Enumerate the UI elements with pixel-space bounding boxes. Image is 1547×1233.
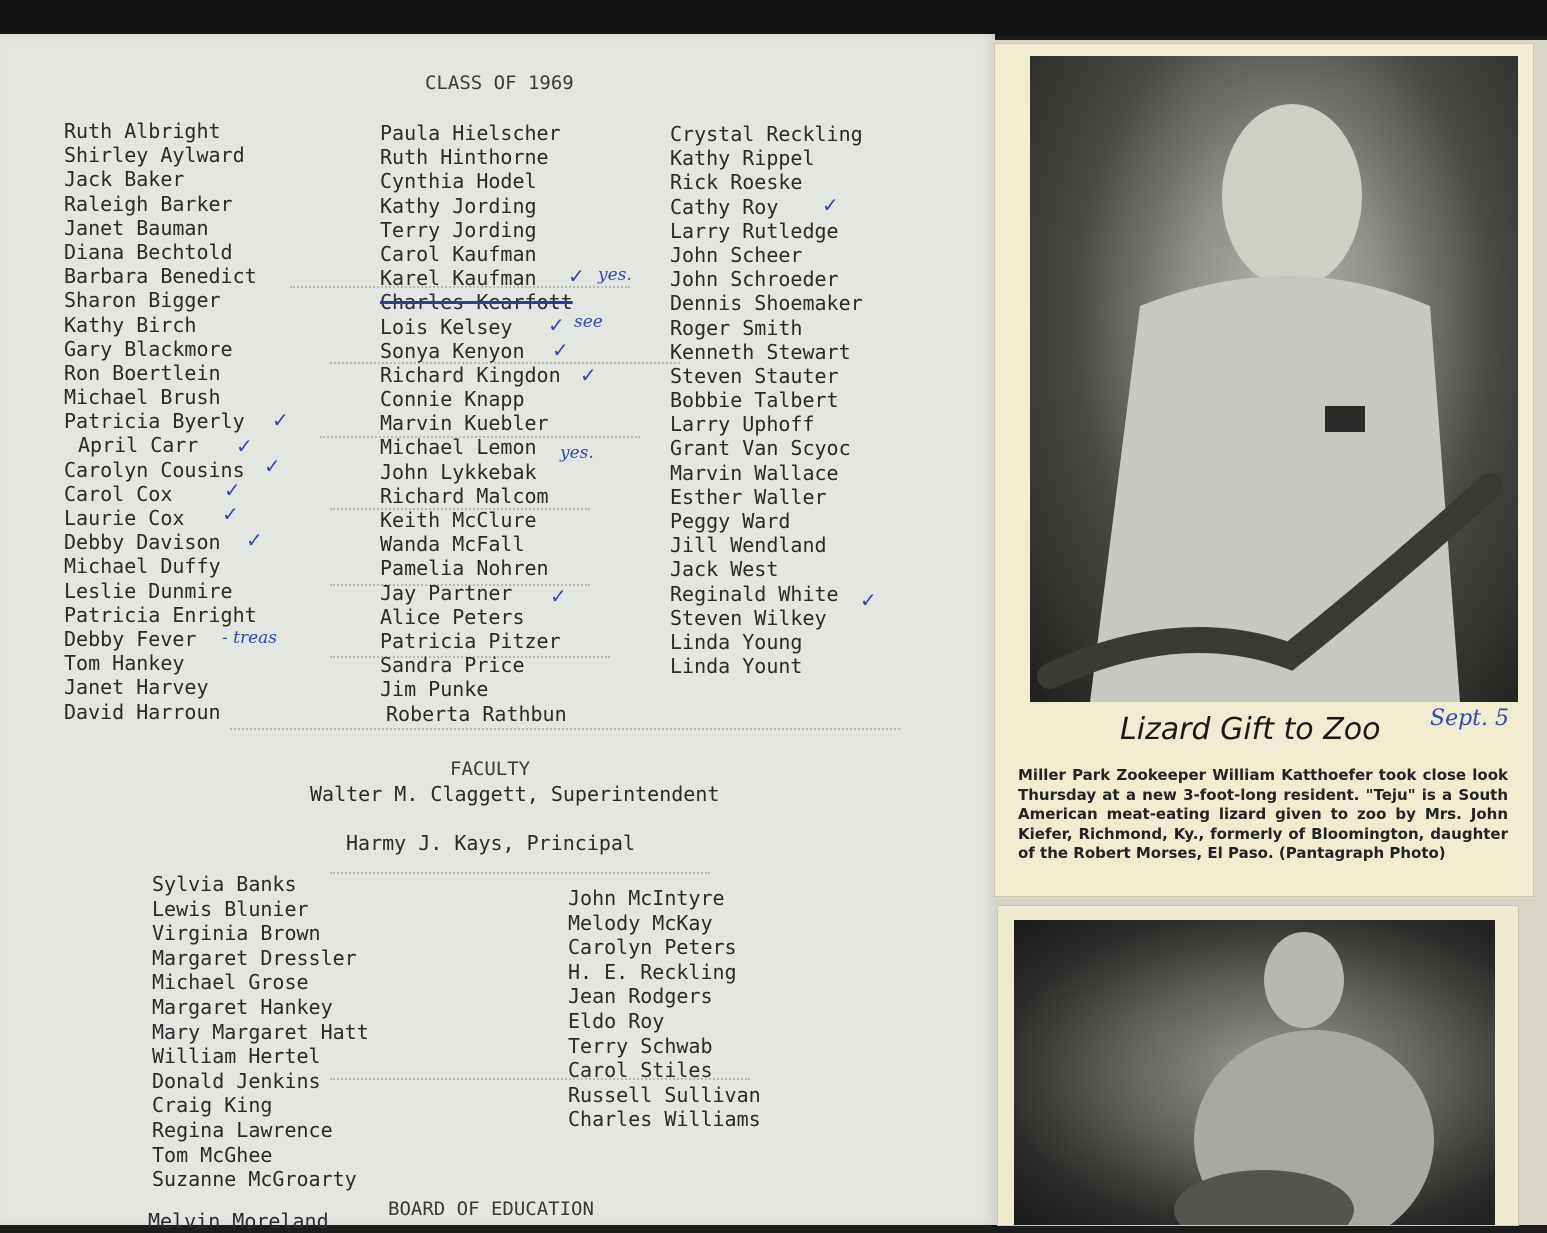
graduate-name: Steven Stauter bbox=[670, 363, 839, 388]
graduate-name: Patricia Enright bbox=[64, 602, 257, 627]
faculty-name: Regina Lawrence bbox=[152, 1117, 333, 1142]
photo2-silhouette bbox=[1014, 920, 1495, 1225]
faculty-name: Margaret Dressler bbox=[152, 945, 357, 970]
check-mark: ✓ bbox=[548, 313, 565, 337]
faculty-name: Terry Schwab bbox=[568, 1033, 713, 1058]
check-mark: ✓ bbox=[264, 454, 281, 478]
handwritten-date-note: Sept. 5 bbox=[1430, 706, 1509, 731]
graduate-name: Marvin Wallace bbox=[670, 460, 839, 485]
faculty-name: Tom McGhee bbox=[152, 1142, 273, 1167]
graduate-name: Jay Partner bbox=[380, 580, 513, 605]
graduate-name: Janet Bauman bbox=[64, 215, 209, 240]
graduate-name: Carol Cox bbox=[64, 481, 173, 506]
faculty-heading: FACULTY bbox=[450, 758, 531, 780]
graduate-name: Kathy Jording bbox=[380, 193, 537, 218]
graduate-name: Alice Peters bbox=[380, 604, 525, 629]
faculty-name: Mary Margaret Hatt bbox=[152, 1019, 369, 1044]
faculty-name: Craig King bbox=[152, 1093, 273, 1118]
graduate-name: Jack Baker bbox=[64, 167, 185, 192]
graduate-name: Pamelia Nohren bbox=[380, 556, 549, 581]
scan-top-edge bbox=[0, 0, 1547, 36]
graduate-name: Reginald White bbox=[670, 581, 839, 606]
faculty-name: Suzanne McGroarty bbox=[152, 1167, 357, 1192]
check-mark: ✓ bbox=[550, 584, 567, 608]
faculty-name: Margaret Hankey bbox=[152, 994, 333, 1019]
graduate-name: Paula Hielscher bbox=[380, 121, 561, 145]
faculty-name: Charles Williams bbox=[568, 1107, 761, 1132]
graduate-name: Ron Boertlein bbox=[64, 360, 221, 385]
clipping-caption: Miller Park Zookeeper William Katthoefer took close look Thursday at a new 3-foot-long resident. "Teju" is a South American meat-eating lizard given to zoo by Mrs. John Kiefer, Richmond, Ky., formerly of Bloomington, daughter of the Robert Morses, El Paso. (Pantagraph Photo) bbox=[1018, 766, 1508, 862]
check-mark: ✓ bbox=[222, 502, 239, 526]
graduate-name: Ruth Hinthorne bbox=[380, 145, 549, 170]
handwritten-yes-note: yes. bbox=[598, 265, 632, 285]
faculty-column-1 bbox=[152, 872, 369, 1192]
board-member-partial: Melvin Moreland bbox=[148, 1209, 329, 1233]
graduate-name: Gary Blackmore bbox=[64, 336, 233, 361]
graduate-name: Lois Kelsey bbox=[380, 314, 513, 339]
check-mark: ✓ bbox=[552, 338, 569, 362]
graduate-name: April Carr bbox=[78, 433, 199, 458]
graduate-name: Karel Kaufman bbox=[380, 266, 537, 291]
faculty-name: Michael Grose bbox=[152, 970, 309, 995]
graduate-name: Larry Uphoff bbox=[670, 412, 815, 437]
graduate-name: Debby Fever bbox=[64, 626, 197, 651]
graduate-name: Connie Knapp bbox=[380, 387, 525, 412]
graduate-name: Wanda McFall bbox=[380, 532, 525, 557]
handwritten-yes-note: yes. bbox=[560, 443, 594, 463]
graduate-name: Michael Brush bbox=[64, 385, 221, 410]
clipping-headline: Lizard Gift to Zoo bbox=[1120, 712, 1381, 747]
graduate-name: Jill Wendland bbox=[670, 533, 827, 558]
graduate-name: Shirley Aylward bbox=[64, 143, 245, 168]
faculty-name: Carol Stiles bbox=[568, 1058, 713, 1083]
head-shape bbox=[1222, 104, 1362, 288]
board-heading: BOARD OF EDUCATION bbox=[388, 1198, 594, 1220]
head-shape-2 bbox=[1264, 932, 1344, 1028]
graduate-name: Patricia Pitzer bbox=[380, 628, 561, 653]
graduate-name: Cathy Roy bbox=[670, 194, 779, 219]
graduate-name: David Harroun bbox=[64, 699, 221, 724]
graduate-name: Keith McClure bbox=[380, 508, 537, 532]
graduate-name: Roger Smith bbox=[670, 315, 803, 340]
class-heading: CLASS OF 1969 bbox=[425, 72, 574, 94]
graduate-name: Carol Kaufman bbox=[380, 241, 537, 266]
graduate-name: Patricia Byerly bbox=[64, 409, 245, 434]
graduate-name: Peggy Ward bbox=[670, 509, 791, 533]
faculty-name: H. E. Reckling bbox=[568, 959, 737, 984]
woman-with-turtle-photo bbox=[1014, 920, 1495, 1225]
handwritten-see-note: see bbox=[574, 312, 603, 332]
faculty-name: Eldo Roy bbox=[568, 1008, 665, 1033]
graduate-name: John Lykkebak bbox=[380, 459, 537, 484]
graduate-name: Sandra Price bbox=[380, 653, 525, 678]
graduate-name: Sharon Bigger bbox=[64, 288, 221, 313]
graduate-name: Linda Yount bbox=[670, 654, 803, 679]
graduate-name: Sonya Kenyon bbox=[380, 338, 525, 363]
check-mark: ✓ bbox=[246, 528, 263, 552]
graduate-name: Laurie Cox bbox=[64, 506, 185, 530]
graduate-name: Tom Hankey bbox=[64, 651, 185, 676]
graduate-name: Debby Davison bbox=[64, 530, 221, 555]
check-mark: ✓ bbox=[568, 264, 585, 288]
graduate-name: Michael Duffy bbox=[64, 554, 221, 579]
faculty-name: William Hertel bbox=[152, 1044, 321, 1069]
graduate-name: Larry Rutledge bbox=[670, 218, 839, 243]
faculty-column-2 bbox=[568, 886, 761, 1132]
check-mark: ✓ bbox=[580, 363, 597, 387]
graduate-name: Jim Punke bbox=[380, 677, 489, 702]
graduate-name: Diana Bechtold bbox=[64, 239, 233, 264]
graduate-name: Cynthia Hodel bbox=[380, 169, 537, 194]
graduate-name: Crystal Reckling bbox=[670, 122, 863, 146]
graduate-name: Kathy Birch bbox=[64, 312, 197, 337]
graduate-name: Steven Wilkey bbox=[670, 605, 827, 630]
graduate-name: Linda Young bbox=[670, 629, 803, 654]
handwritten-treas-note: - treas bbox=[222, 628, 278, 648]
graduate-name: Rick Roeske bbox=[670, 170, 803, 195]
graduate-name: Kathy Rippel bbox=[670, 146, 815, 171]
graduate-name: Janet Harvey bbox=[64, 675, 209, 700]
check-mark: ✓ bbox=[272, 408, 289, 432]
graduate-name: Dennis Shoemaker bbox=[670, 291, 863, 316]
dotted-leader bbox=[330, 872, 710, 874]
zookeeper-with-lizard-photo bbox=[1030, 56, 1518, 702]
faculty-name: Sylvia Banks bbox=[152, 872, 297, 896]
faculty-name: Russell Sullivan bbox=[568, 1082, 761, 1107]
faculty-name: Lewis Blunier bbox=[152, 896, 309, 921]
graduate-name: Terry Jording bbox=[380, 217, 537, 242]
check-mark: ✓ bbox=[236, 434, 253, 458]
graduate-name: Jack West bbox=[670, 557, 779, 582]
graduate-name: Ruth Albright bbox=[64, 119, 221, 143]
graduate-name-struck: Charles Kearfott bbox=[380, 290, 573, 315]
faculty-name: Melody McKay bbox=[568, 910, 713, 935]
graduate-name: Marvin Kuebler bbox=[380, 411, 549, 436]
graduate-name: Michael Lemon bbox=[380, 435, 537, 460]
graduate-name: Carolyn Cousins bbox=[64, 457, 245, 482]
graduate-name: Raleigh Barker bbox=[64, 191, 233, 216]
graduate-name: Barbara Benedict bbox=[64, 264, 257, 289]
graduate-name: John Schroeder bbox=[670, 267, 839, 292]
graduate-name: Bobbie Talbert bbox=[670, 388, 839, 413]
check-mark: ✓ bbox=[224, 478, 241, 502]
check-mark: ✓ bbox=[860, 588, 877, 612]
graduate-name: Leslie Dunmire bbox=[64, 578, 233, 603]
photo-silhouette bbox=[1030, 56, 1518, 702]
faculty-name: Jean Rodgers bbox=[568, 984, 713, 1009]
check-mark: ✓ bbox=[822, 193, 839, 217]
graduate-name: Richard Kingdon bbox=[380, 362, 561, 387]
graduate-name: Grant Van Scyoc bbox=[670, 436, 851, 461]
faculty-name: Virginia Brown bbox=[152, 921, 321, 946]
class-column-2 bbox=[380, 121, 573, 726]
faculty-name: John McIntyre bbox=[568, 886, 725, 910]
graduate-name: Esther Waller bbox=[670, 484, 827, 509]
graduate-name: Kenneth Stewart bbox=[670, 339, 851, 364]
dotted-leader bbox=[230, 728, 900, 730]
graduate-name: John Scheer bbox=[670, 242, 803, 267]
faculty-name: Carolyn Peters bbox=[568, 935, 737, 960]
pocket-pens bbox=[1325, 406, 1365, 432]
principal-line: Harmy J. Kays, Principal bbox=[346, 831, 635, 855]
graduate-name: Richard Malcom bbox=[380, 483, 549, 508]
graduate-name: Roberta Rathbun bbox=[386, 701, 567, 726]
faculty-name: Donald Jenkins bbox=[152, 1068, 321, 1093]
superintendent-line: Walter M. Claggett, Superintendent bbox=[310, 782, 720, 806]
